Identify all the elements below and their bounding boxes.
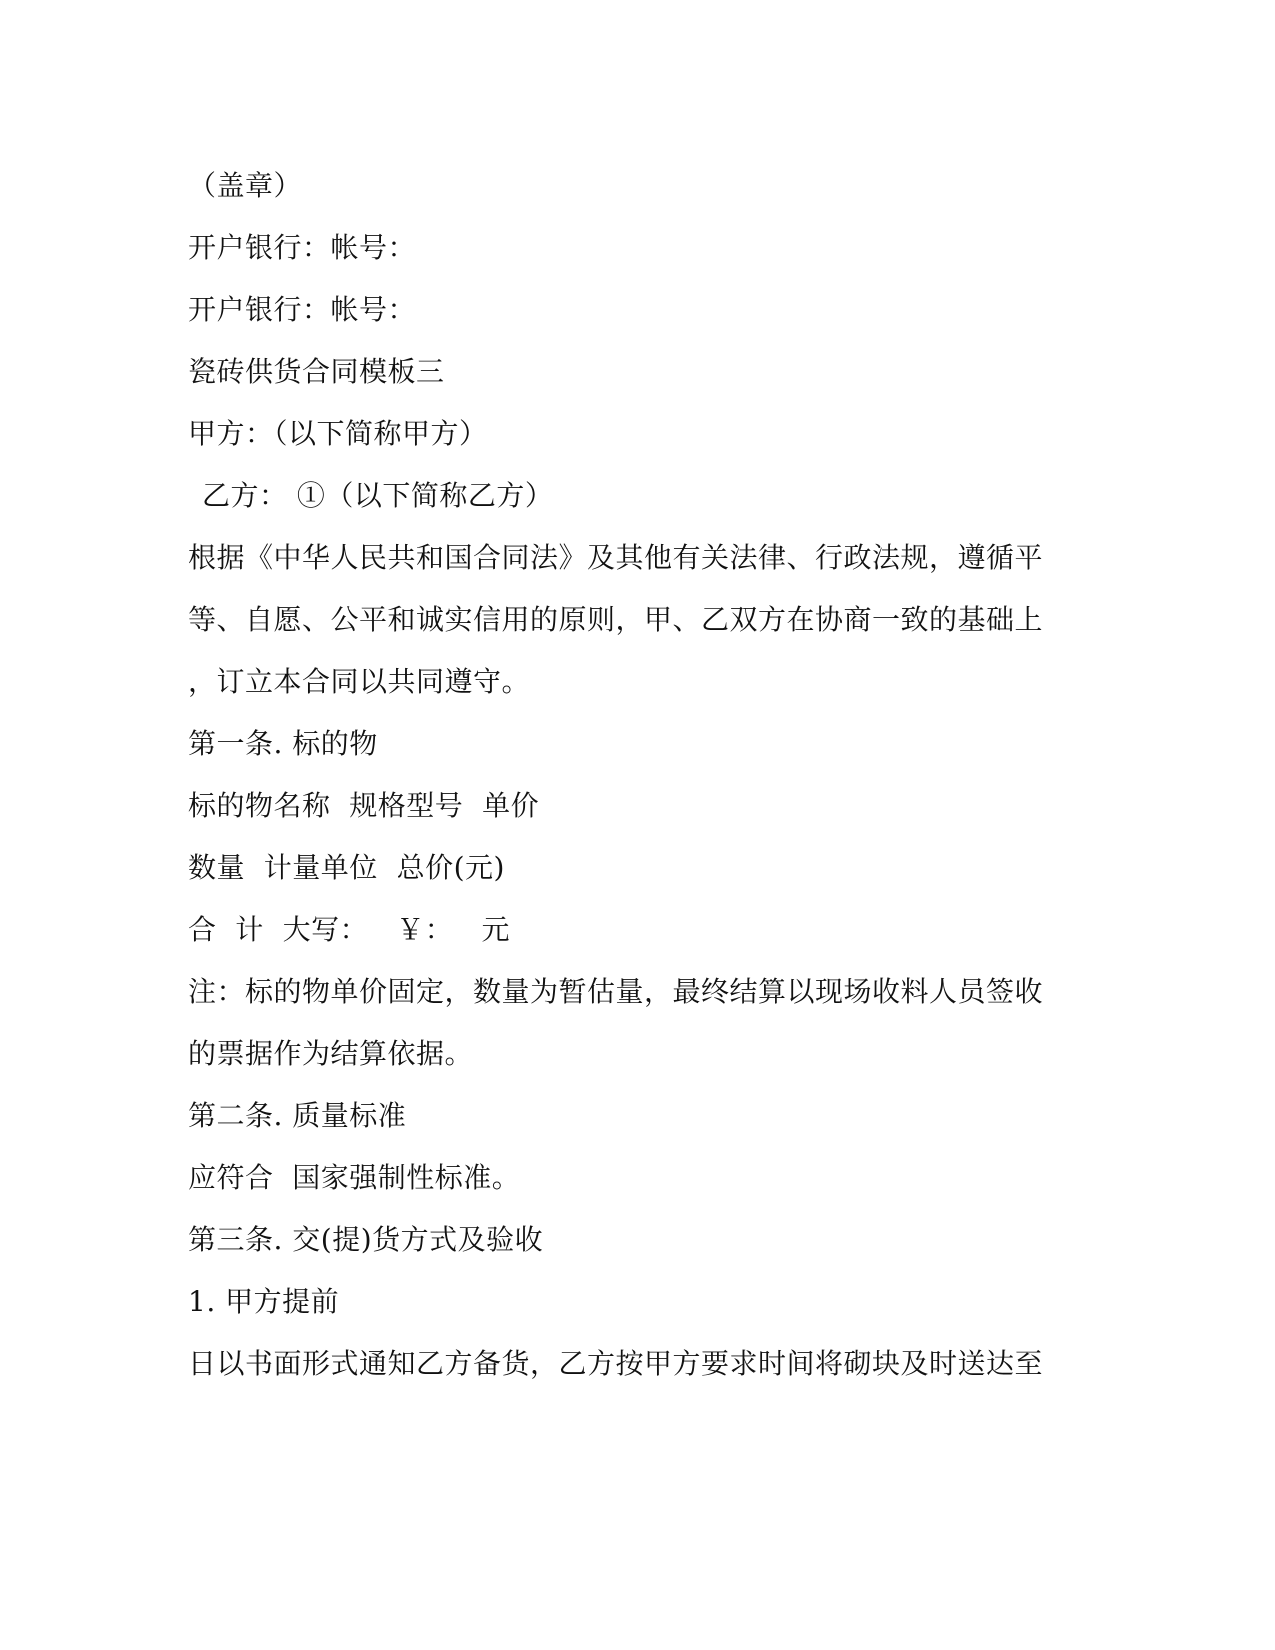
bank-account-line-2: 开户银行：帐号： — [188, 293, 417, 326]
bank-account-line-1: 开户银行：帐号： — [188, 231, 417, 264]
note-line-1: 注：标的物单价固定，数量为暂估量，最终结算以现场收料人员签收 — [188, 975, 1044, 1008]
clause-1-continuation: 日以书面形式通知乙方备货，乙方按甲方要求时间将砌块及时送达至 — [188, 1347, 1044, 1380]
article-1-heading: 第一条. 标的物 — [188, 727, 378, 760]
item-table-header-1: 标的物名称 规格型号 单价 — [188, 789, 540, 822]
article-2-heading: 第二条. 质量标准 — [188, 1099, 407, 1132]
stamp-note: （盖章） — [188, 169, 303, 202]
total-line: 合 计 大写： ￥： 元 — [188, 913, 511, 946]
document-title: 瓷砖供货合同模板三 — [188, 355, 445, 388]
preamble-line-3: ，订立本合同以共同遵守。 — [188, 665, 531, 698]
article-3-heading: 第三条. 交(提)货方式及验收 — [188, 1223, 544, 1256]
preamble-line-1: 根据《中华人民共和国合同法》及其他有关法律、行政法规，遵循平 — [188, 541, 1044, 574]
party-b-line: 乙方： ①（以下简称乙方） — [202, 479, 554, 512]
party-a-line: 甲方：（以下简称甲方） — [188, 417, 488, 450]
preamble-line-2: 等、自愿、公平和诚实信用的原则，甲、乙双方在协商一致的基础上 — [188, 603, 1044, 636]
clause-1-line: 1. 甲方提前 — [188, 1285, 340, 1318]
item-table-header-2: 数量 计量单位 总价(元) — [188, 851, 505, 884]
note-line-2: 的票据作为结算依据。 — [188, 1037, 474, 1070]
quality-standard-line: 应符合 国家强制性标准。 — [188, 1161, 521, 1194]
